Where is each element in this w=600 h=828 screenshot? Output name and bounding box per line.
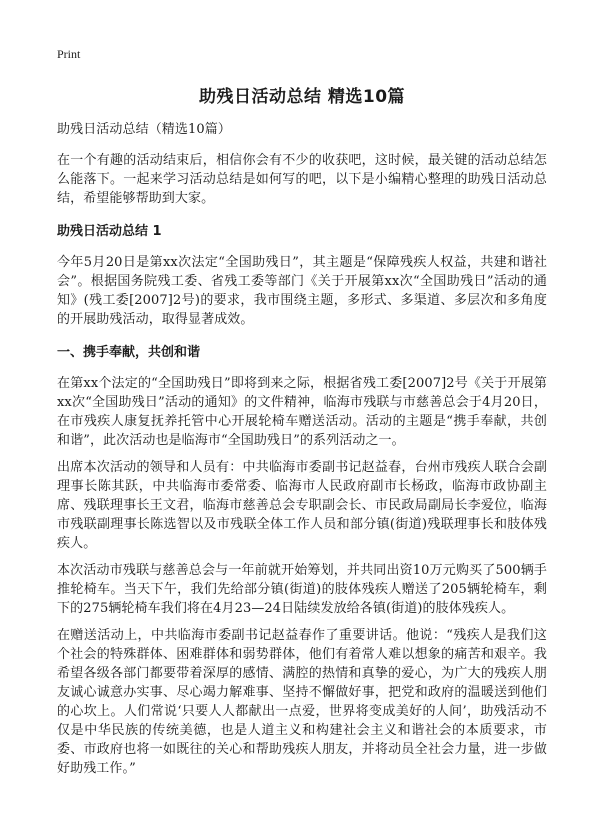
- body-paragraph: 在赠送活动上，中共临海市委副书记赵益春作了重要讲话。他说：“残疾人是我们这个社会的特殊群体、困难群体和弱势群体，他们有着常人难以想象的痛苦和艰辛。我希望各级各部门都要带着深厚的感情、满腔的热情和真挚的爱心，为广大的残疾人朋友诚心诚意办实事、尽心竭力解难事、坚持不懈做好事，把党和政府的温暖送到他们的心坎上。人们常说‘只要人人都献出一点爱，世界将变成美好的人间’，助残活动不仅是中华民族的传统美德，也是人道主义和构建社会主义和谐社会的本质要求，市委、市政府也将一如既往的关心和帮助残疾人朋友，并将动员全社会力量，进一步做好助残工作。”: [57, 628, 547, 776]
- body-paragraph: 在第xx个法定的“全国助残日”即将到来之际，根据省残工委[2007]2号《关于开展第xx次“全国助残日”活动的通知》的文件精神，临海市残联与市慈善总会于4月20日，在市残疾人康复抚养托管中心开展轮椅车赠送活动。活动的主题是“携手奉献，共创和谐”，此次活动也是临海市“全国助残日”的系列活动之一。: [57, 376, 547, 448]
- section-heading: 助残日活动总结 1: [57, 224, 162, 239]
- intro-paragraph: 在一个有趣的活动结束后，相信你会有不少的收获吧，这时候，最关键的活动总结怎么能落下。一起来学习活动总结是如何写的吧，以下是小编精心整理的助残日活动总结，希望能够帮助到大家。: [57, 153, 547, 206]
- document-title: 助残日活动总结 精选10篇: [198, 87, 406, 107]
- body-paragraph: 出席本次活动的领导和人员有：中共临海市委副书记赵益春，台州市残疾人联合会副理事长陈其跃，中共临海市委常委、临海市人民政府副市长杨政，临海市政协副主席、残联理事长王文君，临海市慈善总会专职副会长、市民政局副局长李爱位，临海市残联副理事长陈选智以及市残联全体工作人员和部分镇(街道)残联理事长和肢体残疾人。: [57, 460, 547, 551]
- body-paragraph: 本次活动市残联与慈善总会与一年前就开始筹划，并共同出资10万元购买了500辆手推轮椅车。当天下午，我们先给部分镇(街道)的肢体残疾人赠送了205辆轮椅车，剩下的275辆轮椅车我们将在4月23—24日陆续发放给各镇(街道)的肢体残疾人。: [57, 563, 547, 616]
- section-intro-paragraph: 今年5月20日是第xx次法定“全国助残日”，其主题是“保障残疾人权益，共建和谐社会”。根据国务院残工委、省残工委等部门《关于开展第xx次“全国助残日”活动的通知》(残工委[2007]2号)的要求，我市围绕主题，多形式、多渠道、多层次和多角度的开展助残活动，取得显著成效。: [57, 255, 547, 327]
- document-subtitle: 助残日活动总结（精选10篇）: [57, 122, 231, 137]
- print-label: Print: [57, 47, 81, 61]
- subheading: 一、携手奉献，共创和谐: [57, 345, 201, 360]
- document-body: [57, 120, 547, 786]
